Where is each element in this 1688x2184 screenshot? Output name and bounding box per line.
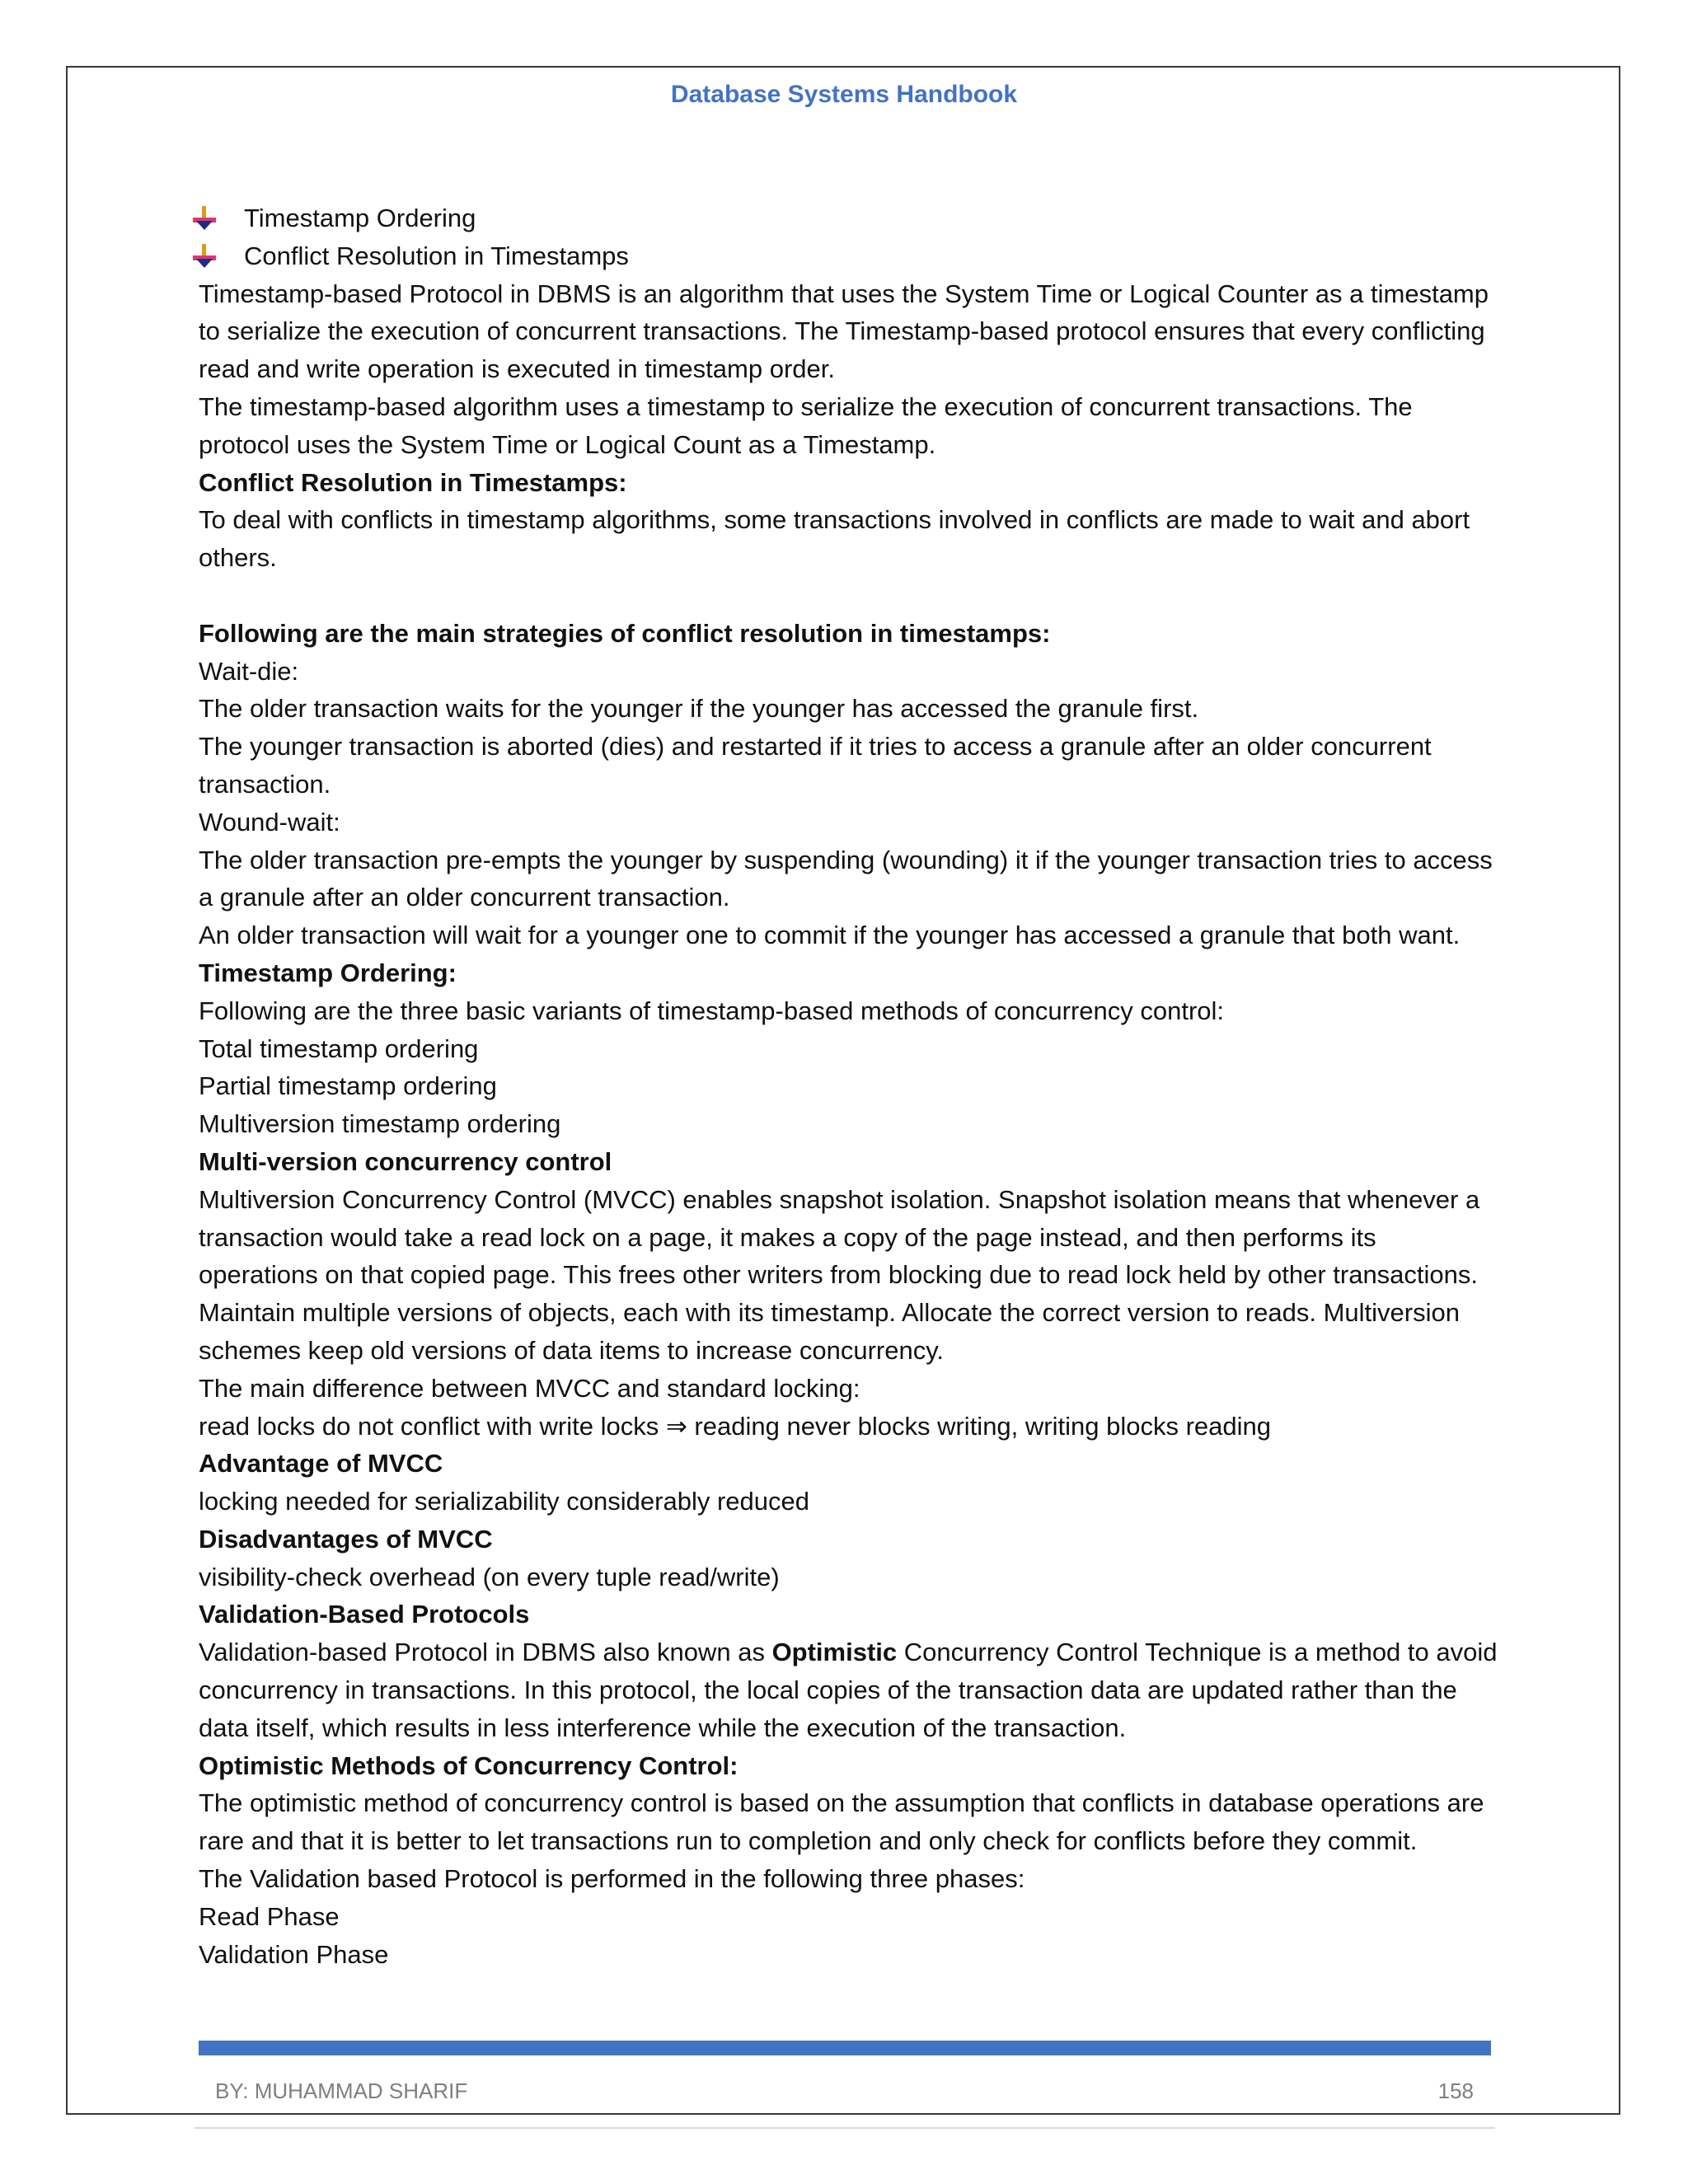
heading-mvcc: Multi-version concurrency control xyxy=(199,1146,612,1176)
list-item-phase: Read Phase xyxy=(199,1901,340,1931)
list-item-ordering: Partial timestamp ordering xyxy=(199,1071,497,1101)
paragraph-optimistic-2: The Validation based Protocol is performed in the following three phases: xyxy=(199,1864,1025,1894)
footer-accent-bar xyxy=(199,2041,1491,2055)
paragraph-ordering-intro: Following are the three basic variants of timestamp-based methods of concurrency control: xyxy=(199,996,1225,1025)
paragraph-wound-wait-2: An older transaction will wait for a younger one to commit if the younger has accessed a granule that both want. xyxy=(199,921,1461,950)
blank-line xyxy=(199,577,1501,615)
document-body xyxy=(199,199,1501,1973)
heading-mvcc-disadvantages: Disadvantages of MVCC xyxy=(199,1524,493,1554)
paragraph-validation xyxy=(199,1633,1501,1746)
heading-timestamp-ordering: Timestamp Ordering: xyxy=(199,958,457,987)
label-wait-die: Wait-die: xyxy=(199,656,299,686)
footer-author: BY: MUHAMMAD SHARIF xyxy=(215,2079,468,2103)
label-wound-wait: Wound-wait: xyxy=(199,807,340,837)
paragraph-optimistic-1: The optimistic method of concurrency control is based on the assumption that conflicts in database operations are rare and that it is better to let transactions run to completion and only check for conflicts before they commit. xyxy=(199,1788,1484,1856)
bullet-item xyxy=(145,237,1501,275)
bullet-item xyxy=(145,199,1501,237)
list-item-ordering: Total timestamp ordering xyxy=(199,1033,479,1063)
bottom-divider xyxy=(195,2127,1495,2129)
paragraph-mvcc-advantage: locking needed for serializability considerably reduced xyxy=(199,1487,809,1516)
heading-mvcc-advantage: Advantage of MVCC xyxy=(199,1449,443,1479)
paragraph-wound-wait-1: The older transaction pre-empts the younger by suspending (wounding) it if the younger transaction tries to access a granule after an older concurrent transaction. xyxy=(199,845,1493,912)
heading-optimistic-methods: Optimistic Methods of Concurrency Control: xyxy=(199,1750,738,1780)
validation-text-start: Validation-based Protocol in DBMS also known as xyxy=(199,1638,772,1667)
bullet-label: Conflict Resolution in Timestamps xyxy=(244,241,629,270)
paragraph-mvcc-difference-detail: read locks do not conflict with write locks ⇒ reading never blocks writing, writing blocks reading xyxy=(199,1411,1271,1441)
paragraph-wait-die-2: The younger transaction is aborted (dies) and restarted if it tries to access a granule after an older concurrent transaction. xyxy=(199,732,1432,799)
paragraph-timestamp-protocol: Timestamp-based Protocol in DBMS is an algorithm that uses the System Time or Logical Counter as a timestamp to serialize the execution of concurrent transactions. The Timestamp-based protocol ensures that every conflicting read and write operation is executed in timestamp order. xyxy=(199,279,1489,384)
page-header-title: Database Systems Handbook xyxy=(670,81,1018,108)
heading-conflict-resolution: Conflict Resolution in Timestamps: xyxy=(199,467,627,497)
list-item-ordering: Multiversion timestamp ordering xyxy=(199,1109,561,1139)
bullet-label: Timestamp Ordering xyxy=(244,204,476,232)
paragraph-mvcc-2: Maintain multiple versions of objects, each with its timestamp. Allocate the correct version to reads. Multiversion schemes keep old versions of data items to increase concurrency. xyxy=(199,1298,1460,1365)
arrow-down-bullet-icon xyxy=(191,206,218,231)
heading-strategies: Following are the main strategies of conflict resolution in timestamps: xyxy=(199,618,1051,648)
validation-text-bold: Optimistic xyxy=(771,1638,898,1667)
paragraph-mvcc-disadvantages: visibility-check overhead (on every tuple read/write) xyxy=(199,1562,780,1591)
validation-text-end: Concurrency Control Technique is a method to avoid concurrency in transactions. In this protocol, the local copies of the transaction data are updated rather than the data itself, which results in less interference while the execution of the transaction. xyxy=(199,1638,1498,1742)
paragraph-mvcc-1: Multiversion Concurrency Control (MVCC) enables snapshot isolation. Snapshot isolation means that whenever a transaction would take a read lock on a page, it makes a copy of the page instead, and then performs its operations on that copied page. This frees other writers from blocking due to read lock held by other transactions. xyxy=(199,1184,1480,1290)
paragraph-timestamp-algorithm: The timestamp-based algorithm uses a timestamp to serialize the execution of concurrent transactions. The protocol uses the System Time or Logical Count as a Timestamp. xyxy=(199,391,1413,459)
list-item-phase: Validation Phase xyxy=(199,1939,389,1969)
heading-validation-protocols: Validation-Based Protocols xyxy=(199,1600,530,1629)
paragraph-mvcc-difference: The main difference between MVCC and standard locking: xyxy=(199,1373,860,1403)
footer-page-number: 158 xyxy=(1437,2079,1474,2103)
arrow-down-bullet-icon xyxy=(191,244,218,269)
paragraph-conflict-deal: To deal with conflicts in timestamp algorithms, some transactions involved in conflicts are made to wait and abort others. xyxy=(199,505,1470,573)
paragraph-wait-die-1: The older transaction waits for the younger if the younger has accessed the granule first. xyxy=(199,694,1199,724)
